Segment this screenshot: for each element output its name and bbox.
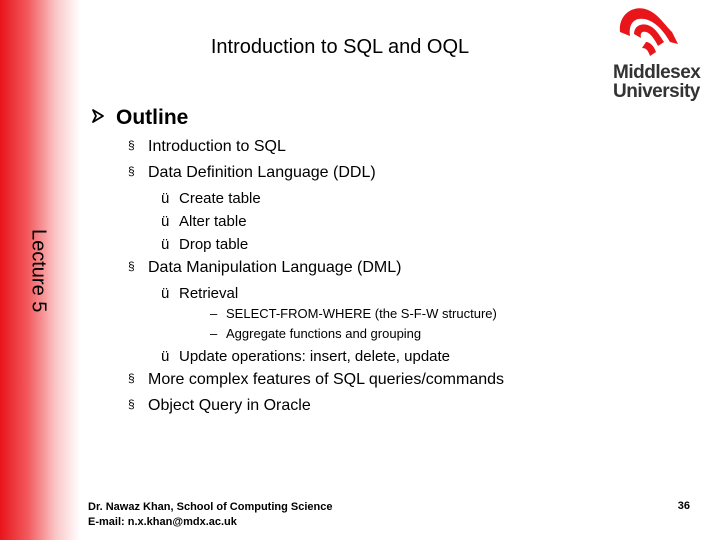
outline-item-text: Introduction to SQL [148,138,286,155]
outline-item-text: Data Manipulation Language (DML) [148,259,402,276]
checkmark-bullet-icon: ü [161,285,170,302]
outline-item-text: Data Definition Language (DDL) [148,164,376,181]
outline-item-text: Object Query in Oracle [148,397,311,414]
outline-subitem-text: Update operations: insert, delete, update [179,348,451,365]
checkmark-bullet-icon: ü [161,213,170,230]
outline-subitem-text: Alter table [179,213,247,230]
logo-emblem-icon [612,2,682,60]
outline-subsubitem [210,326,421,341]
outline-item [128,259,401,277]
square-bullet-icon: § [128,371,135,385]
checkmark-bullet-icon: ü [161,190,170,207]
outline-subitem [161,213,247,230]
outline-heading-text: Outline [116,106,189,129]
outline-item [128,164,376,182]
outline-subsubitem-text: SELECT-FROM-WHERE (the S-F-W structure) [226,306,497,321]
page-number: 36 [677,500,690,512]
outline-subsubitem-text: Aggregate functions and grouping [226,326,422,341]
outline-subitem-text: Retrieval [179,285,239,302]
square-bullet-icon: § [128,164,135,178]
outline-subitem [161,285,238,302]
checkmark-bullet-icon: ü [161,236,170,253]
logo-text-middlesex: Middlesex [613,62,701,83]
outline-subitem-text: Create table [179,190,261,207]
outline-item-text: More complex features of SQL queries/commands [148,371,505,388]
dash-bullet-icon: – [210,306,218,321]
square-bullet-icon: § [128,138,135,152]
dash-bullet-icon: – [210,326,218,341]
square-bullet-icon: § [128,397,135,411]
square-bullet-icon: § [128,259,135,273]
logo-text-university: University [613,81,700,102]
footer-email: E-mail: n.x.khan@mdx.ac.uk [88,516,237,528]
sidebar-band [0,0,80,540]
slide-title: Introduction to SQL and OQL [210,36,470,58]
lecture-label-text: Lecture 5 [27,229,50,313]
outline-item [128,371,504,389]
footer-credits [88,500,332,530]
outline-item [128,397,311,415]
outline-subitem [161,348,450,365]
outline-heading [90,106,188,130]
arrow-bullet-icon [90,106,108,130]
outline-subitem-text: Drop table [179,236,249,253]
university-logo [606,2,710,102]
outline-subitem [161,190,261,207]
outline-subsubitem [210,306,497,321]
footer-author: Dr. Nawaz Khan, School of Computing Science [88,501,333,513]
checkmark-bullet-icon: ü [161,348,170,365]
outline-item [128,138,286,156]
outline-subitem [161,236,248,253]
lecture-label [14,218,62,324]
